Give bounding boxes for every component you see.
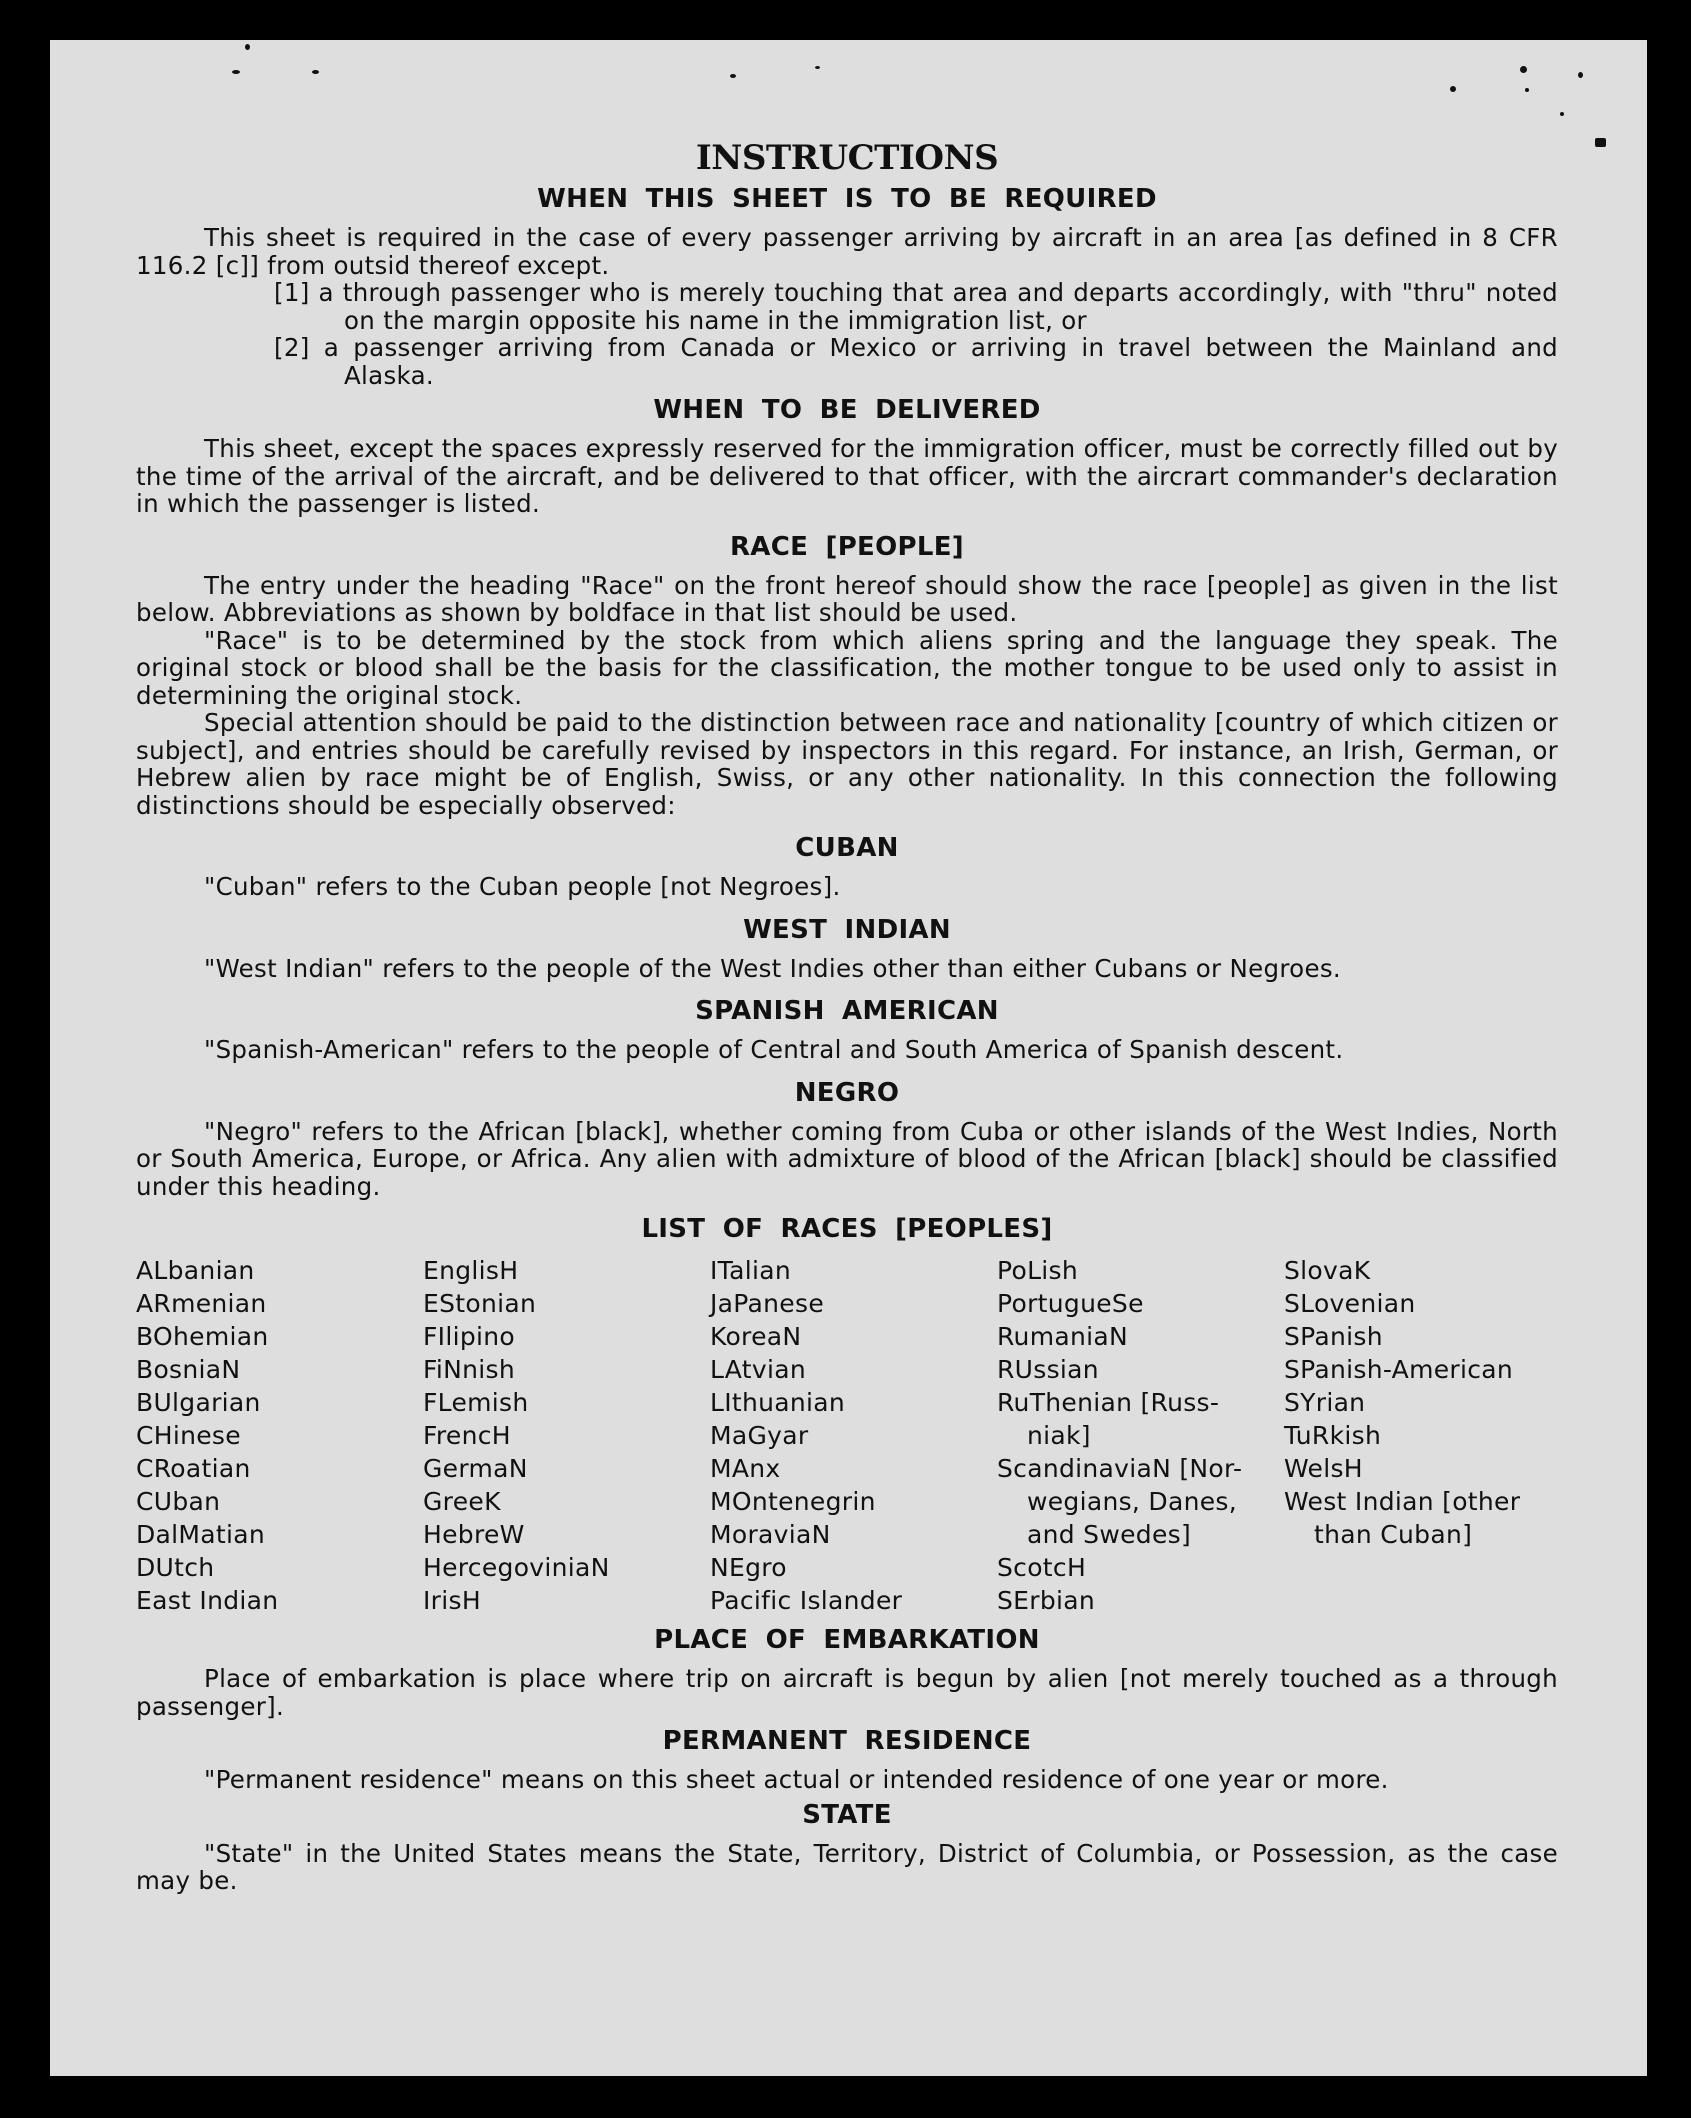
race-list-item: ARmenian — [136, 1289, 267, 1318]
residence-text: "Permanent residence" means on this sheet actual or intended residence of one year or more. — [204, 1765, 1389, 1794]
race-list-item: MAnx — [710, 1454, 781, 1483]
race-list-item: HebreW — [423, 1520, 525, 1549]
heading-when-delivered: WHEN TO BE DELIVERED — [653, 395, 1041, 425]
race-list-item: JaPanese — [710, 1289, 824, 1318]
race-list-item: CHinese — [136, 1421, 241, 1450]
embarkation-text: Place of embarkation is place where trip on aircraft is begun by alien [not merely touched as a through passenger]. — [136, 1664, 1558, 1721]
race-list-item: wegians, Danes, — [1027, 1487, 1237, 1516]
document-page — [50, 40, 1647, 2076]
race-list-item: SPanish-American — [1284, 1355, 1514, 1384]
race-list-item: LIthuanian — [710, 1388, 846, 1417]
race-list-item: PortugueSe — [997, 1289, 1144, 1318]
race-paragraph-3: Special attention should be paid to the distinction between race and nationality [country of which citizen or subject], and entries should be carefully revised by inspectors in this regard. For instance, an Irish, German, or Hebrew alien by race might be of English, Swiss, or any other nationality. In this connection the following distinctions should be especially observed: — [136, 708, 1558, 820]
race-list — [136, 1254, 1558, 1617]
heading-spanish-american: SPANISH AMERICAN — [695, 996, 999, 1026]
dust-speck — [1520, 66, 1527, 73]
page-title: INSTRUCTIONS — [695, 138, 999, 178]
heading-permanent-residence: PERMANENT RESIDENCE — [662, 1726, 1032, 1756]
race-list-item: FiNnish — [423, 1355, 515, 1384]
race-list-item: DUtch — [136, 1553, 215, 1582]
race-list-item: and Swedes] — [1027, 1520, 1192, 1549]
race-list-item: SPanish — [1284, 1322, 1383, 1351]
race-list-item: niak] — [1027, 1421, 1091, 1450]
race-list-item: ALbanian — [136, 1256, 255, 1285]
spanish-american-text: "Spanish-American" refers to the people of Central and South America of Spanish descent. — [204, 1035, 1344, 1064]
dust-speck — [1560, 112, 1564, 116]
race-column-4 — [997, 1254, 1284, 1617]
cuban-text: "Cuban" refers to the Cuban people [not Negroes]. — [204, 872, 841, 901]
race-list-item: EStonian — [423, 1289, 537, 1318]
race-list-item: MaGyar — [710, 1421, 809, 1450]
race-list-item: FLemish — [423, 1388, 529, 1417]
race-list-item: GreeK — [423, 1487, 501, 1516]
race-list-item: ScotcH — [997, 1553, 1087, 1582]
race-list-item: BOhemian — [136, 1322, 269, 1351]
race-list-item: KoreaN — [710, 1322, 802, 1351]
race-list-item: SLovenian — [1284, 1289, 1416, 1318]
dust-speck — [1450, 86, 1456, 92]
state-text: "State" in the United States means the State, Territory, District of Columbia, or Possession, as the case may be. — [136, 1838, 1558, 1895]
race-list-item: HercegoviniaN — [423, 1553, 610, 1582]
race-list-item: SErbian — [997, 1586, 1096, 1615]
heading-when-required: WHEN THIS SHEET IS TO BE REQUIRED — [537, 184, 1157, 214]
race-list-item: DalMatian — [136, 1520, 266, 1549]
race-list-item: RUssian — [997, 1355, 1099, 1384]
race-list-item: MoraviaN — [710, 1520, 831, 1549]
heading-race: RACE [PEOPLE] — [729, 531, 964, 562]
race-list-item: West Indian [other — [1284, 1487, 1521, 1516]
race-list-item: LAtvian — [710, 1355, 806, 1384]
race-list-item: ITalian — [710, 1256, 791, 1285]
dust-speck — [1525, 88, 1529, 92]
race-list-item: NEgro — [710, 1553, 787, 1582]
race-list-item: TuRkish — [1284, 1421, 1382, 1450]
heading-cuban: CUBAN — [795, 833, 899, 863]
required-exception-2: [2] a passenger arriving from Canada or Mexico or arriving in travel between the Mainland and Alaska. — [274, 333, 1558, 390]
race-list-item: than Cuban] — [1314, 1520, 1473, 1549]
dust-speck — [1595, 138, 1606, 147]
race-list-item: MOntenegrin — [710, 1487, 876, 1516]
dust-speck — [815, 66, 820, 69]
race-column-1 — [136, 1254, 423, 1617]
dust-speck — [232, 70, 240, 74]
heading-negro: NEGRO — [794, 1077, 900, 1108]
race-list-item: East Indian — [136, 1586, 279, 1615]
race-list-item: FIlipino — [423, 1322, 515, 1351]
race-list-item: WelsH — [1284, 1454, 1363, 1483]
race-list-item: GermaN — [423, 1454, 528, 1483]
race-list-item: EnglisH — [423, 1256, 519, 1285]
delivered-text: This sheet, except the spaces expressly reserved for the immigration officer, must be correctly filled out by the time of the arrival of the aircraft, and be delivered to that officer, with the aircrart commander's declaration in which the passenger is listed. — [136, 434, 1558, 518]
dust-speck — [1578, 72, 1583, 78]
heading-state: STATE — [802, 1799, 892, 1830]
race-paragraph-1: The entry under the heading "Race" on the front hereof should show the race [people] as given in the list below. Abbreviations as shown by boldface in that list should be used. — [136, 570, 1558, 627]
race-list-item: SlovaK — [1284, 1256, 1371, 1285]
race-list-item: IrisH — [423, 1586, 481, 1615]
race-column-3 — [710, 1254, 997, 1617]
race-column-2 — [423, 1254, 710, 1617]
heading-list-of-races: LIST OF RACES [PEOPLES] — [641, 1214, 1053, 1244]
race-list-item: BUlgarian — [136, 1388, 261, 1417]
race-list-item: FrencH — [423, 1421, 511, 1450]
race-list-item: PoLish — [997, 1256, 1079, 1285]
instructions-content — [136, 138, 1558, 1895]
negro-text: "Negro" refers to the African [black], whether coming from Cuba or other islands of the West Indies, North or South America, Europe, or Africa. Any alien with admixture of blood of the African [black] should be classified under this heading. — [136, 1116, 1558, 1201]
dust-speck — [245, 44, 250, 50]
race-list-item: RumaniaN — [997, 1322, 1128, 1351]
race-list-item: CUban — [136, 1487, 221, 1516]
race-list-item: SYrian — [1284, 1388, 1366, 1417]
required-intro: This sheet is required in the case of every passenger arriving by aircraft in an area [as defined in 8 CFR 116.2 [c]] from outsid thereof except. — [136, 223, 1558, 280]
race-list-item: ScandinaviaN [Nor- — [997, 1454, 1243, 1483]
required-exception-1: [1] a through passenger who is merely touching that area and departs accordingly, with "thru" noted on the margin opposite his name in the immigration list, or — [274, 278, 1558, 335]
race-list-item: RuThenian [Russ- — [997, 1388, 1220, 1417]
heading-west-indian: WEST INDIAN — [743, 914, 951, 945]
dust-speck — [312, 70, 319, 74]
race-list-item: Pacific Islander — [710, 1586, 903, 1615]
race-column-5 — [1284, 1254, 1558, 1617]
dust-speck — [730, 74, 736, 78]
heading-place-of-embarkation: PLACE OF EMBARKATION — [654, 1625, 1040, 1655]
west-indian-text: "West Indian" refers to the people of the West Indies other than either Cubans or Negroes. — [204, 953, 1341, 983]
race-list-item: BosniaN — [136, 1355, 241, 1384]
race-list-item: CRoatian — [136, 1454, 251, 1483]
race-paragraph-2: "Race" is to be determined by the stock from which aliens spring and the language they speak. The original stock or blood shall be the basis for the classification, the mother tongue to be used only to assist in determining the original stock. — [136, 625, 1558, 710]
